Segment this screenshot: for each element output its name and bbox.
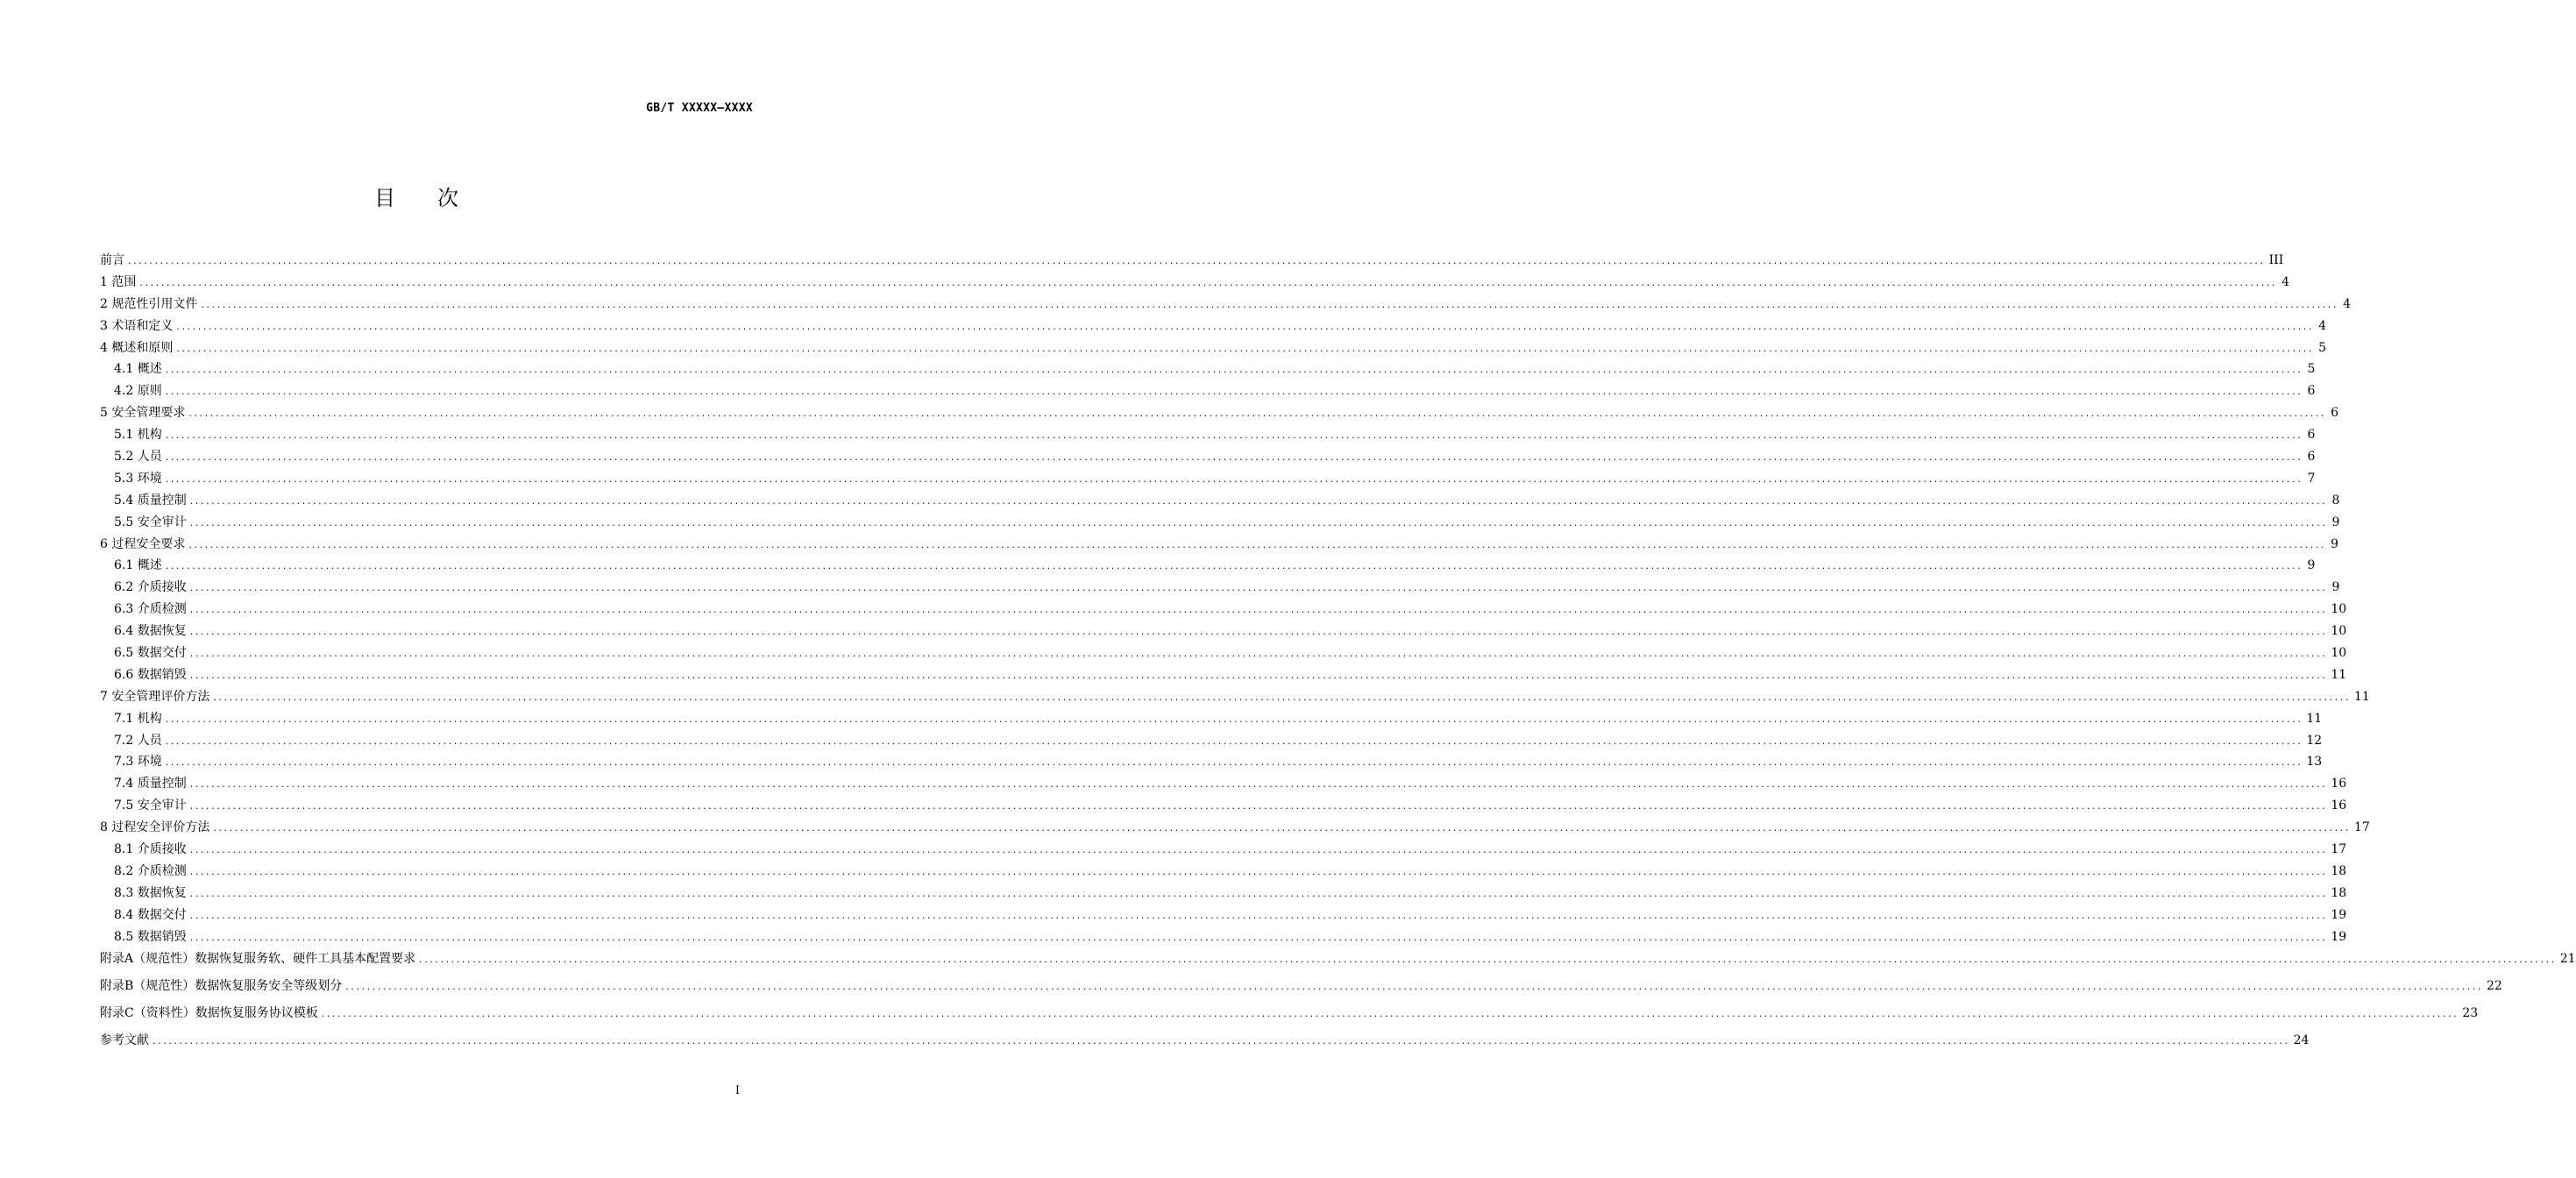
- toc-entry-page: 18: [2331, 863, 2347, 878]
- toc-entry[interactable]: [100, 643, 2347, 665]
- toc-entry-page: 10: [2331, 602, 2347, 617]
- toc-dot-leader: ................................................................................................................................................................................................................................................................................................................................................................................................................: [165, 451, 2303, 464]
- toc-entry-page: 23: [2462, 1006, 2479, 1021]
- toc-dot-leader: ................................................................................................................................................................................................................................................................................................................................................................................................................: [165, 734, 2303, 747]
- toc-entry-label: 6 过程安全要求: [100, 536, 186, 551]
- toc-entry[interactable]: [100, 316, 2326, 338]
- toc-dot-leader: ................................................................................................................................................................................................................................................................................................................................................................................................................: [189, 909, 2328, 921]
- toc-entry[interactable]: [100, 976, 2502, 1004]
- toc-dot-leader: ................................................................................................................................................................................................................................................................................................................................................................................................................: [176, 342, 2314, 354]
- toc-entry[interactable]: [100, 927, 2347, 949]
- toc-entry-page: 6: [2307, 428, 2316, 443]
- toc-entry-page: 22: [2486, 978, 2502, 993]
- toc-entry[interactable]: [100, 1031, 2310, 1058]
- toc-entry[interactable]: [100, 403, 2338, 425]
- toc-entry-label: 4 概述和原则: [100, 340, 174, 355]
- page-title: 目次: [374, 186, 500, 210]
- toc-dot-leader: ................................................................................................................................................................................................................................................................................................................................................................................................................: [189, 887, 2328, 899]
- toc-dot-leader: ................................................................................................................................................................................................................................................................................................................................................................................................................: [165, 756, 2303, 769]
- toc-entry-label: 8.4 数据交付: [114, 907, 187, 922]
- toc-dot-leader: ................................................................................................................................................................................................................................................................................................................................................................................................................: [189, 648, 2328, 660]
- toc-dot-leader: ................................................................................................................................................................................................................................................................................................................................................................................................................: [189, 516, 2328, 529]
- toc-dot-leader: ................................................................................................................................................................................................................................................................................................................................................................................................................: [128, 255, 2266, 266]
- toc-entry[interactable]: [100, 840, 2347, 862]
- toc-entry-label: 8.2 介质检测: [114, 863, 187, 878]
- toc-entry[interactable]: [100, 600, 2347, 621]
- toc-entry[interactable]: [100, 447, 2316, 469]
- toc-dot-leader: ................................................................................................................................................................................................................................................................................................................................................................................................................: [189, 604, 2328, 616]
- toc-entry-page: 11: [2306, 711, 2323, 726]
- toc-entry-label: 5.1 机构: [114, 428, 162, 443]
- toc-entry-label: 8.3 数据恢复: [114, 885, 187, 900]
- toc-entry[interactable]: [100, 251, 2284, 273]
- toc-entry-page: 16: [2331, 798, 2347, 813]
- toc-entry[interactable]: [100, 1004, 2479, 1031]
- toc-dot-leader: ................................................................................................................................................................................................................................................................................................................................................................................................................: [201, 298, 2338, 310]
- page-number: I: [734, 1084, 740, 1097]
- toc-dot-leader: ................................................................................................................................................................................................................................................................................................................................................................................................................: [189, 865, 2328, 877]
- toc-dot-leader: ................................................................................................................................................................................................................................................................................................................................................................................................................: [189, 494, 2328, 507]
- toc-entry-label: 6.5 数据交付: [114, 646, 187, 661]
- toc-entry-label: 2 规范性引用文件: [100, 296, 198, 311]
- toc-entry[interactable]: [100, 774, 2347, 796]
- toc-entry[interactable]: [100, 535, 2338, 557]
- toc-entry[interactable]: [100, 425, 2316, 447]
- toc-dot-leader: ................................................................................................................................................................................................................................................................................................................................................................................................................: [189, 582, 2328, 594]
- toc-entry[interactable]: [100, 862, 2347, 884]
- toc-entry-label: 7.5 安全审计: [114, 798, 187, 813]
- toc-entry-page: 12: [2306, 733, 2323, 748]
- toc-dot-leader: ................................................................................................................................................................................................................................................................................................................................................................................................................: [153, 1035, 2290, 1047]
- toc-dot-leader: ................................................................................................................................................................................................................................................................................................................................................................................................................: [189, 626, 2328, 638]
- toc-entry-label: 前言: [100, 253, 124, 267]
- toc-entry-label: 3 术语和定义: [100, 318, 174, 333]
- toc-entry-page: 5: [2307, 362, 2316, 377]
- toc-entry-page: 8: [2331, 493, 2340, 507]
- toc-entry-label: 6.6 数据销毁: [114, 667, 187, 682]
- toc-entry-page: 9: [2331, 536, 2338, 551]
- toc-dot-leader: ................................................................................................................................................................................................................................................................................................................................................................................................................: [165, 386, 2303, 398]
- toc-entry-label: 8 过程安全评价方法: [100, 820, 210, 835]
- toc-entry-page: 9: [2331, 580, 2340, 595]
- toc-entry[interactable]: [100, 818, 2370, 840]
- toc-entry-label: 附录C（资料性）数据恢复服务协议模板: [100, 1006, 318, 1021]
- toc-entry-page: 6: [2307, 450, 2316, 465]
- toc-entry-label: 5.5 安全审计: [114, 514, 187, 529]
- toc-entry[interactable]: [100, 884, 2347, 905]
- toc-entry-label: 5.3 环境: [114, 471, 162, 486]
- toc-entry[interactable]: [100, 752, 2323, 774]
- toc-entry[interactable]: [100, 949, 2576, 976]
- toc-entry-label: 1 范围: [100, 274, 137, 289]
- toc-dot-leader: ................................................................................................................................................................................................................................................................................................................................................................................................................: [188, 408, 2326, 420]
- toc-entry-label: 7 安全管理评价方法: [100, 689, 210, 704]
- toc-entry-label: 7.2 人员: [114, 733, 162, 748]
- toc-entry-label: 附录A（规范性）数据恢复服务软、硬件工具基本配置要求: [100, 951, 416, 966]
- toc-dot-leader: ................................................................................................................................................................................................................................................................................................................................................................................................................: [189, 931, 2328, 943]
- toc-entry-page: 9: [2307, 558, 2316, 573]
- toc-entry[interactable]: [100, 556, 2316, 578]
- toc-entry-page: 13: [2306, 755, 2323, 770]
- toc-dot-leader: ................................................................................................................................................................................................................................................................................................................................................................................................................: [165, 713, 2303, 725]
- toc-entry-label: 7.3 环境: [114, 755, 162, 770]
- toc-entry-page: 10: [2331, 646, 2347, 661]
- toc-entry-label: 参考文献: [100, 1033, 149, 1048]
- toc-dot-leader: ................................................................................................................................................................................................................................................................................................................................................................................................................: [419, 953, 2557, 965]
- toc-dot-leader: ................................................................................................................................................................................................................................................................................................................................................................................................................: [345, 980, 2483, 992]
- toc-dot-leader: ................................................................................................................................................................................................................................................................................................................................................................................................................: [165, 429, 2303, 442]
- table-of-contents: [100, 251, 2576, 1059]
- toc-dot-leader: ................................................................................................................................................................................................................................................................................................................................................................................................................: [189, 844, 2328, 856]
- toc-entry-page: 21: [2559, 951, 2576, 966]
- toc-entry-page: 4: [2318, 318, 2326, 333]
- toc-dot-leader: ................................................................................................................................................................................................................................................................................................................................................................................................................: [165, 364, 2303, 376]
- toc-entry-page: 9: [2331, 514, 2340, 529]
- toc-entry-page: 6: [2307, 384, 2316, 399]
- toc-dot-leader: ................................................................................................................................................................................................................................................................................................................................................................................................................: [139, 276, 2277, 288]
- toc-entry[interactable]: [100, 359, 2316, 381]
- toc-dot-leader: ................................................................................................................................................................................................................................................................................................................................................................................................................: [213, 822, 2351, 834]
- toc-dot-leader: ................................................................................................................................................................................................................................................................................................................................................................................................................: [189, 778, 2328, 791]
- toc-entry[interactable]: [100, 338, 2326, 360]
- toc-entry-label: 6.3 介质检测: [114, 602, 187, 617]
- toc-dot-leader: ................................................................................................................................................................................................................................................................................................................................................................................................................: [176, 320, 2314, 332]
- toc-entry-page: 19: [2331, 929, 2347, 944]
- toc-entry[interactable]: [100, 513, 2340, 535]
- toc-dot-leader: ................................................................................................................................................................................................................................................................................................................................................................................................................: [213, 691, 2351, 703]
- toc-entry[interactable]: [100, 665, 2347, 687]
- toc-entry-label: 8.5 数据销毁: [114, 929, 187, 944]
- toc-entry[interactable]: [100, 273, 2289, 294]
- toc-entry-page: 17: [2331, 842, 2347, 857]
- toc-dot-leader: ................................................................................................................................................................................................................................................................................................................................................................................................................: [189, 800, 2328, 813]
- toc-entry-page: 24: [2293, 1033, 2310, 1048]
- toc-entry[interactable]: [100, 905, 2347, 927]
- toc-entry[interactable]: [100, 709, 2323, 731]
- toc-entry-page: 17: [2354, 820, 2370, 835]
- toc-entry-page: 16: [2331, 777, 2347, 791]
- toc-entry[interactable]: [100, 621, 2347, 643]
- toc-dot-leader: ................................................................................................................................................................................................................................................................................................................................................................................................................: [189, 669, 2328, 681]
- toc-entry[interactable]: [100, 687, 2370, 709]
- toc-entry-label: 6.2 介质接收: [114, 580, 187, 595]
- toc-entry[interactable]: [100, 578, 2340, 600]
- toc-dot-leader: ................................................................................................................................................................................................................................................................................................................................................................................................................: [321, 1008, 2459, 1020]
- toc-entry-page: 4: [2343, 296, 2351, 311]
- toc-dot-leader: ................................................................................................................................................................................................................................................................................................................................................................................................................: [165, 560, 2303, 572]
- toc-entry-label: 8.1 介质接收: [114, 842, 187, 857]
- toc-entry-label: 4.1 概述: [114, 362, 162, 377]
- toc-entry-label: 5 安全管理要求: [100, 406, 186, 421]
- toc-dot-leader: ................................................................................................................................................................................................................................................................................................................................................................................................................: [165, 472, 2303, 485]
- toc-entry[interactable]: [100, 491, 2340, 513]
- toc-entry-label: 7.1 机构: [114, 711, 162, 726]
- toc-entry[interactable]: [100, 294, 2351, 316]
- toc-entry[interactable]: [100, 381, 2316, 403]
- toc-entry[interactable]: [100, 731, 2323, 753]
- toc-entry[interactable]: [100, 796, 2347, 818]
- toc-entry-page: 10: [2331, 624, 2347, 639]
- toc-entry-page: 4: [2281, 274, 2289, 289]
- toc-entry-page: 11: [2331, 667, 2347, 682]
- toc-entry-label: 4.2 原则: [114, 384, 162, 399]
- toc-entry-label: 6.1 概述: [114, 558, 162, 573]
- standard-number: GB/T XXXXX—XXXX: [646, 102, 753, 115]
- toc-entry[interactable]: [100, 469, 2316, 491]
- toc-entry-label: 5.4 质量控制: [114, 493, 187, 507]
- toc-entry-page: 18: [2331, 885, 2347, 900]
- toc-entry-label: 5.2 人员: [114, 450, 162, 465]
- toc-entry-page: 11: [2354, 689, 2370, 704]
- toc-entry-label: 附录B（规范性）数据恢复服务安全等级划分: [100, 978, 343, 993]
- toc-entry-page: III: [2268, 253, 2284, 267]
- toc-dot-leader: ................................................................................................................................................................................................................................................................................................................................................................................................................: [188, 538, 2326, 550]
- toc-entry-label: 7.4 质量控制: [114, 777, 187, 791]
- toc-entry-label: 6.4 数据恢复: [114, 624, 187, 639]
- toc-entry-page: 7: [2307, 471, 2316, 486]
- toc-entry-page: 6: [2331, 406, 2338, 421]
- toc-entry-page: 19: [2331, 907, 2347, 922]
- toc-entry-page: 5: [2318, 340, 2326, 355]
